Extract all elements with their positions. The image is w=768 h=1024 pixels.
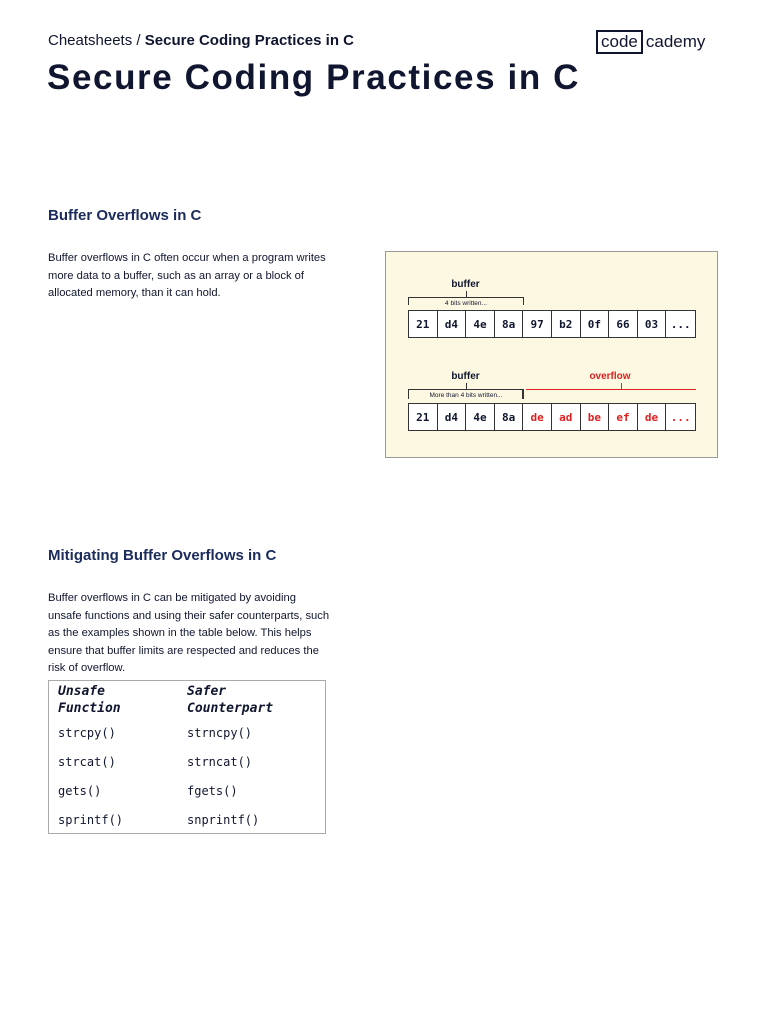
table-cell-safer: fgets() — [187, 784, 238, 798]
memory-cell: ... — [666, 311, 695, 337]
overflow-line — [526, 389, 696, 390]
table-cell-unsafe: sprintf() — [58, 813, 124, 827]
buffer-overflow-figure — [385, 251, 718, 458]
breadcrumb-root[interactable]: Cheatsheets — [48, 32, 133, 49]
section-heading-mitigating: Mitigating Buffer Overflows in C — [48, 547, 277, 564]
section-heading-buffer-overflows: Buffer Overflows in C — [48, 207, 202, 224]
memory-cell: 8a — [495, 404, 524, 430]
memory-cell: d4 — [438, 404, 467, 430]
memory-cell: 4e — [466, 311, 495, 337]
table-header-safer: Safer Counterpart — [187, 684, 274, 716]
memory-cell: b2 — [552, 311, 581, 337]
top-bracket-text: 4 bits written... — [445, 300, 487, 307]
logo-rest-text: cademy — [645, 32, 706, 51]
memory-cell: ad — [552, 404, 581, 430]
top-buffer-label: buffer — [451, 279, 480, 290]
safe-functions-table — [48, 680, 326, 834]
bottom-bracket-text: More than 4 bits written... — [429, 392, 503, 399]
table-cell-safer: strncpy() — [187, 726, 253, 740]
table-cell-safer: snprintf() — [187, 813, 260, 827]
memory-cell: 0f — [581, 311, 610, 337]
table-cell-unsafe: gets() — [58, 784, 102, 798]
memory-cell: ef — [609, 404, 638, 430]
breadcrumb — [48, 32, 354, 49]
memory-cell: ... — [666, 404, 695, 430]
page-title: Secure Coding Practices in C — [47, 58, 581, 97]
memory-cell: 8a — [495, 311, 524, 337]
memory-cell: 66 — [609, 311, 638, 337]
memory-cell: 21 — [409, 404, 438, 430]
memory-cell: d4 — [438, 311, 467, 337]
table-cell-unsafe: strcpy() — [58, 726, 116, 740]
table-header-unsafe: Unsafe Function — [58, 684, 121, 716]
table-cell-unsafe: strcat() — [58, 755, 116, 769]
breadcrumb-current: Secure Coding Practices in C — [144, 32, 354, 49]
memory-cell: 03 — [638, 311, 667, 337]
memory-cell: be — [581, 404, 610, 430]
breadcrumb-separator: / — [132, 32, 145, 49]
memory-cell: 97 — [523, 311, 552, 337]
memory-cell: 4e — [466, 404, 495, 430]
overflow-label: overflow — [589, 371, 631, 382]
logo-boxed-text: code — [596, 30, 643, 54]
codecademy-logo[interactable] — [596, 30, 705, 54]
top-memory-cells — [408, 310, 696, 338]
bottom-buffer-label: buffer — [451, 371, 480, 382]
bottom-memory-cells — [408, 403, 696, 431]
section-text-buffer-overflows: Buffer overflows in C often occur when a program writes more data to a buffer, such as an array or a block of allocated memory, than it can hold. — [48, 252, 326, 300]
memory-cell: de — [638, 404, 667, 430]
memory-cell: 21 — [409, 311, 438, 337]
table-cell-safer: strncat() — [187, 755, 253, 769]
memory-cell: de — [523, 404, 552, 430]
section-text-mitigating: Buffer overflows in C can be mitigated by avoiding unsafe functions and using their safer counterparts, such as the examples shown in the table below. This helps ensure that buffer limits are respected and reduces the risk of overflow. — [48, 592, 330, 675]
